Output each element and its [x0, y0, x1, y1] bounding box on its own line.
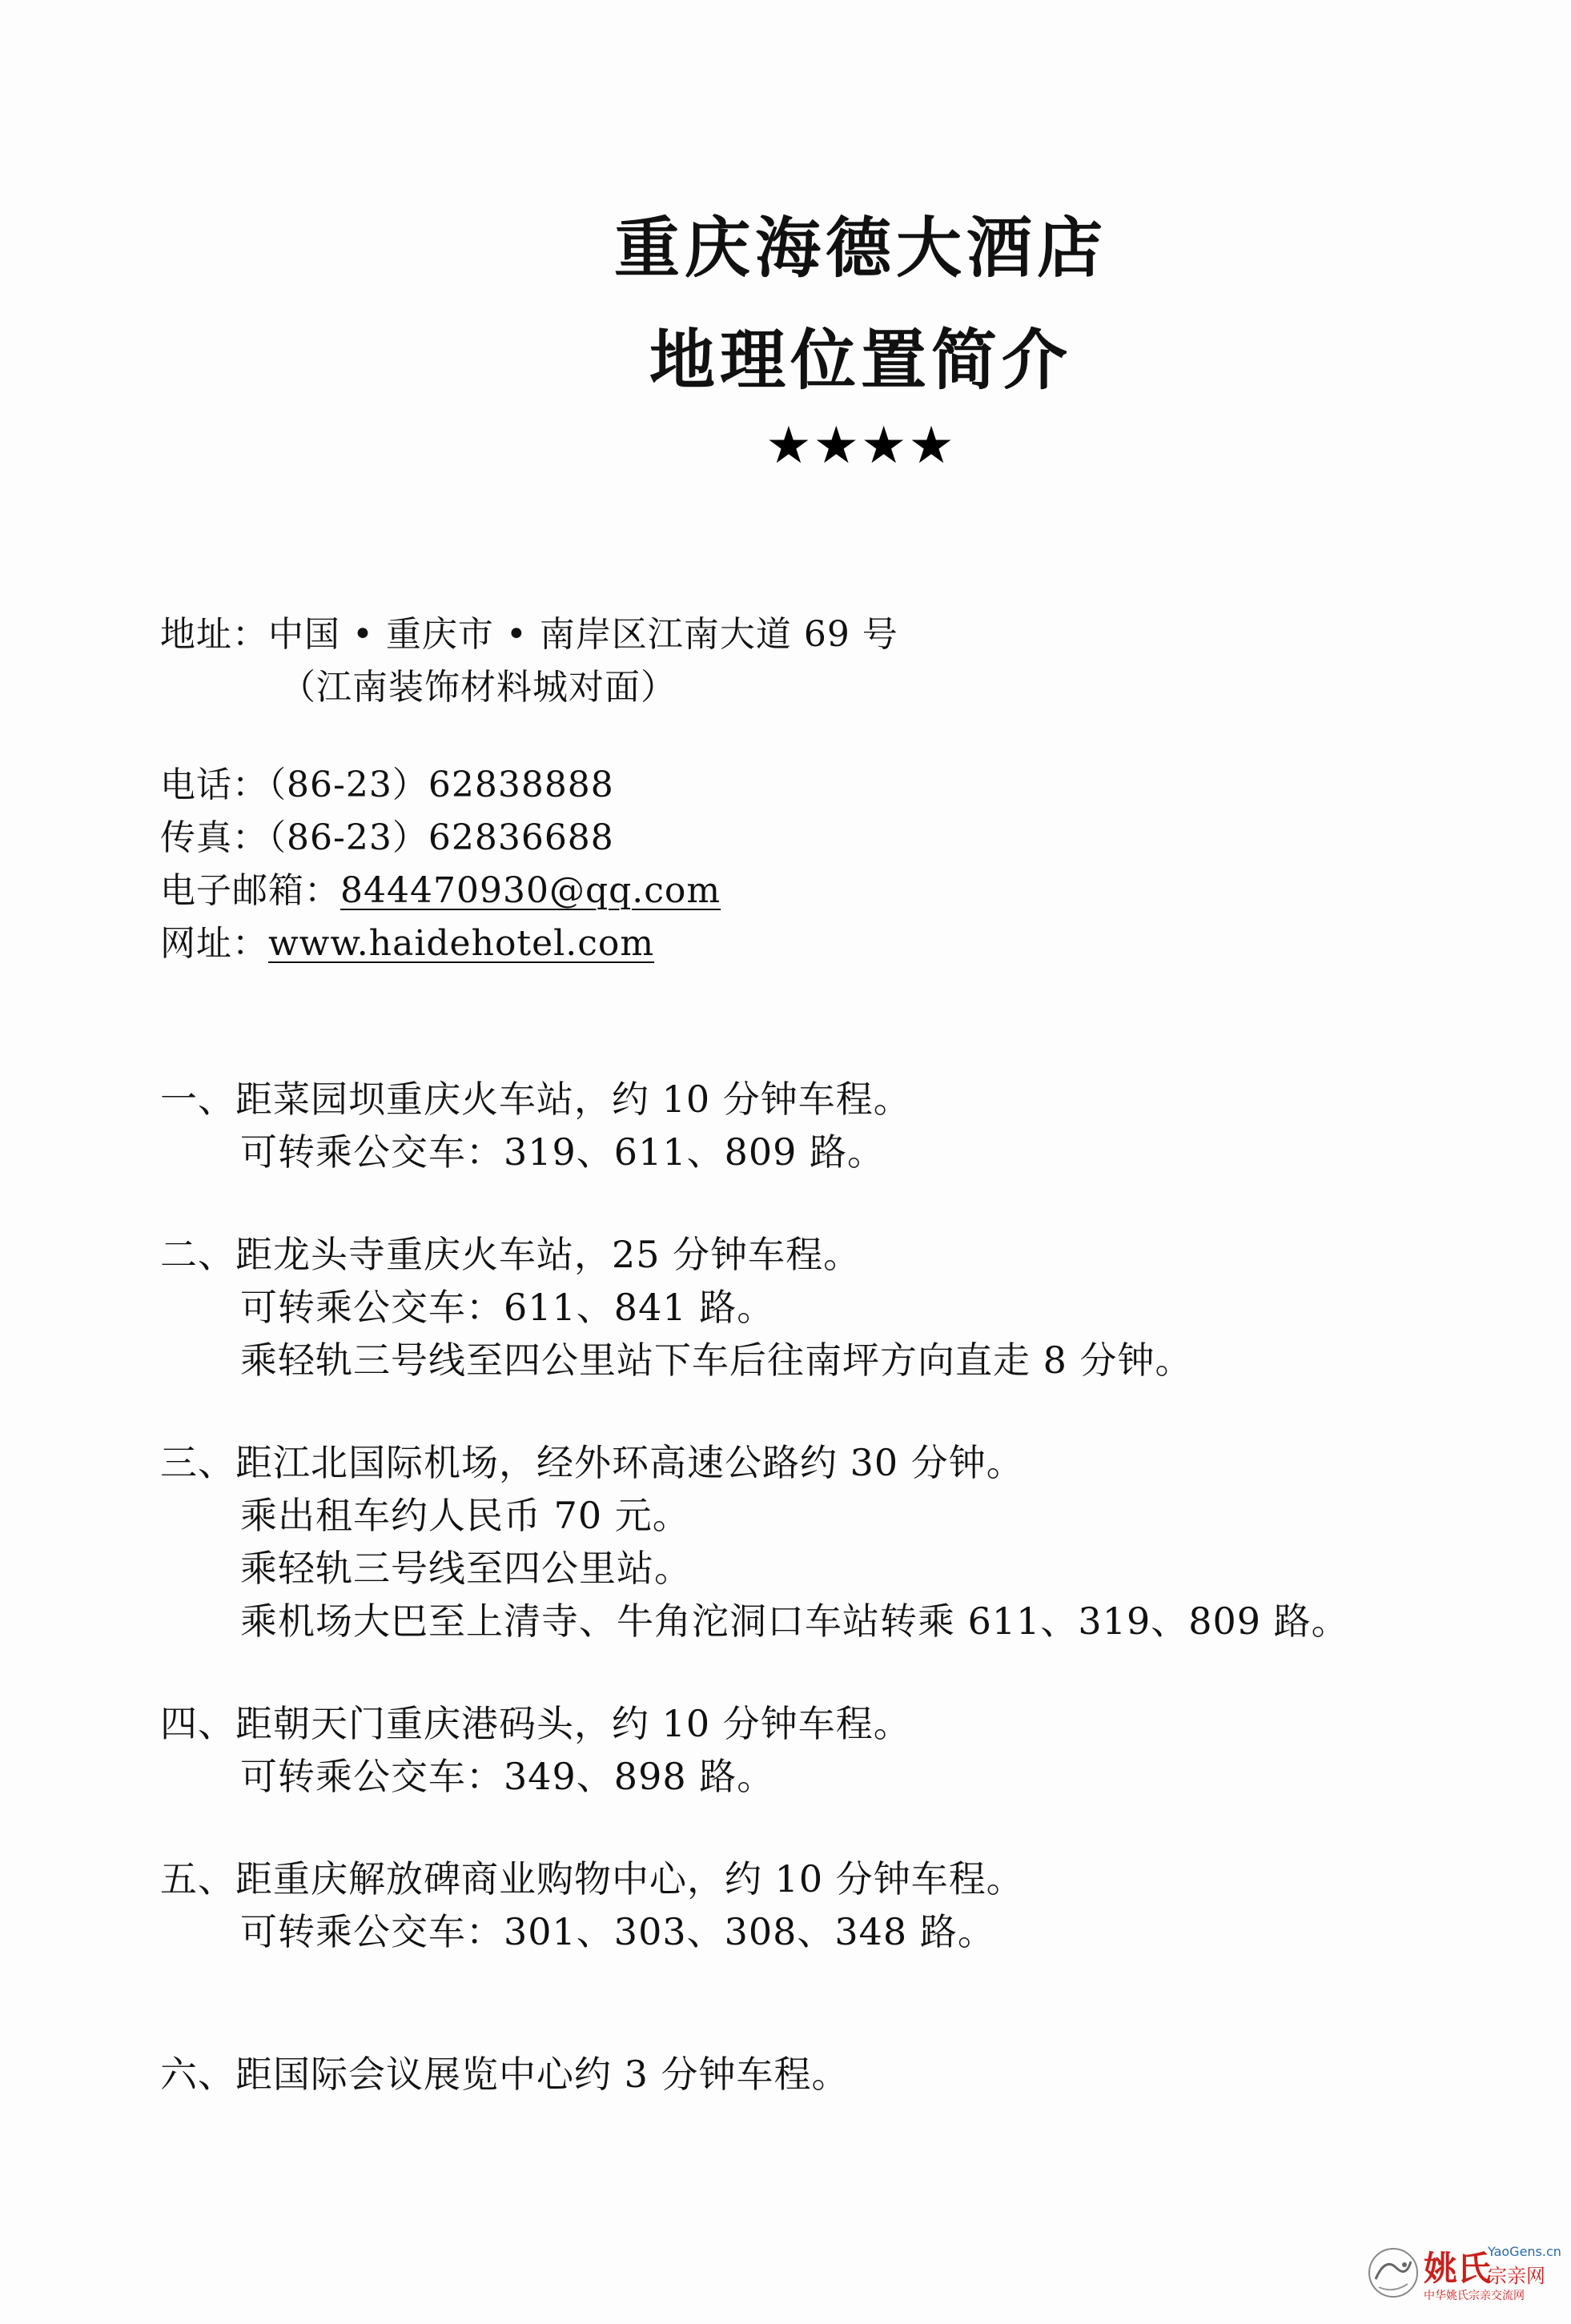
- section-heading: 一、距菜园坝重庆火车站，约 10 分钟车程。: [160, 1078, 911, 1121]
- star-rating: ★★★★: [765, 416, 956, 476]
- website-link[interactable]: www.haidehotel.com: [268, 923, 655, 964]
- site-watermark: [1361, 2238, 1561, 2314]
- section-3: [160, 1436, 1349, 1648]
- section-detail: 乘轻轨三号线至四公里站下车后往南坪方向直走 8 分钟。: [240, 1339, 1193, 1382]
- section-5: [160, 1852, 1349, 1958]
- fax-label: 传真：: [160, 817, 268, 858]
- phone-row: [160, 759, 721, 812]
- section-detail: 可转乘公交车：319、611、809 路。: [240, 1130, 886, 1174]
- section-heading: 四、距朝天门重庆港码头，约 10 分钟车程。: [160, 1702, 911, 1745]
- email-row: [160, 865, 721, 917]
- section-detail: 乘出租车约人民币 70 元。: [240, 1494, 690, 1537]
- fax-row: [160, 812, 721, 865]
- watermark-sub-text: 中华姚氏宗亲交流网: [1424, 2290, 1525, 2302]
- section-detail: 可转乘公交车：301、303、308、348 路。: [240, 1910, 995, 1953]
- location-sections: [160, 1073, 1349, 2150]
- section-4: [160, 1697, 1349, 1803]
- contact-block: [160, 759, 721, 970]
- email-label: 电子邮箱：: [160, 870, 340, 911]
- address-line-1: 中国 • 重庆市 • 南岸区江南大道 69 号: [268, 614, 898, 655]
- watermark-main-text: 姚氏: [1424, 2249, 1492, 2288]
- website-row: [160, 917, 721, 970]
- address-line-2: （江南装饰材料城对面）: [280, 667, 677, 708]
- section-heading: 二、距龙头寺重庆火车站，25 分钟车程。: [160, 1233, 862, 1276]
- website-label: 网址：: [160, 923, 268, 964]
- section-heading: 六、距国际会议展览中心约 3 分钟车程。: [160, 2053, 850, 2096]
- section-heading: 三、距江北国际机场，经外环高速公路约 30 分钟。: [160, 1441, 1024, 1484]
- section-6: [160, 2048, 1349, 2101]
- phone-label: 电话：: [160, 765, 268, 805]
- fax-number: （86-23）62836688: [268, 817, 614, 858]
- section-detail: 可转乘公交车：349、898 路。: [240, 1755, 775, 1798]
- hotel-name-title: 重庆海德大酒店: [613, 210, 1107, 287]
- section-1: [160, 1073, 1349, 1178]
- phone-number: （86-23）62838888: [268, 765, 614, 805]
- section-2: [160, 1228, 1349, 1387]
- address-label: 地址：: [160, 614, 268, 655]
- dragon-emblem-icon: [1361, 2241, 1425, 2305]
- section-detail: 可转乘公交车：611、841 路。: [240, 1286, 775, 1329]
- section-detail: 乘机场大巴至上清寺、牛角沱洞口车站转乘 611、319、809 路。: [240, 1600, 1349, 1643]
- watermark-site-text: YaoGens.cn: [1488, 2244, 1561, 2259]
- watermark-cn-text: 宗亲网: [1488, 2265, 1545, 2287]
- document-subtitle: 地理位置简介: [649, 322, 1072, 399]
- section-detail: 乘轻轨三号线至四公里站。: [240, 1547, 692, 1590]
- address-block: [160, 608, 898, 714]
- email-link[interactable]: 844470930@qq.com: [340, 870, 721, 911]
- section-heading: 五、距重庆解放碑商业购物中心，约 10 分钟车程。: [160, 1857, 1024, 1901]
